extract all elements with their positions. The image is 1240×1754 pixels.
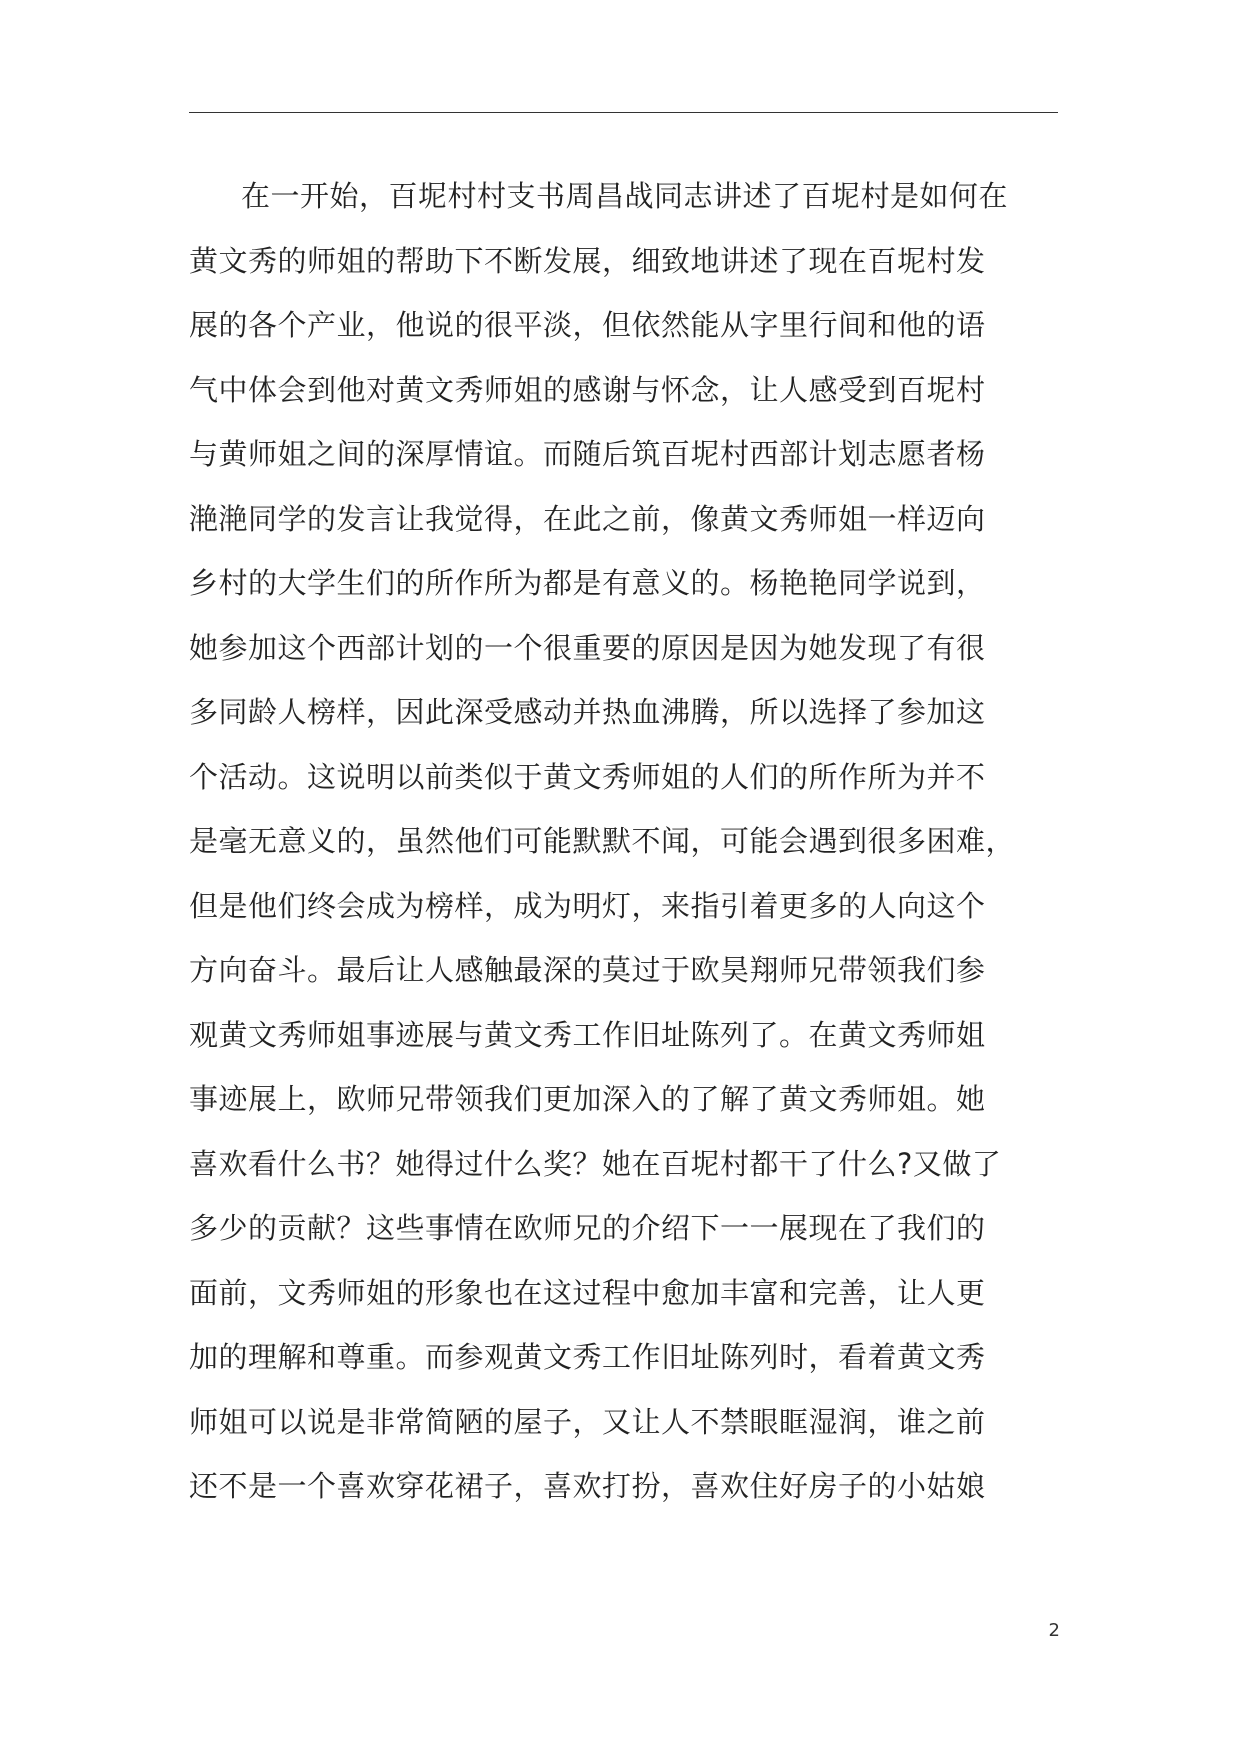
paragraph-line: 观黄文秀师姐事迹展与黄文秀工作旧址陈列了。在黄文秀师姐 (189, 1017, 986, 1052)
paragraph-line: 气中体会到他对黄文秀师姐的感谢与怀念，让人感受到百坭村 (189, 372, 986, 407)
paragraph-line: 面前，文秀师姐的形象也在这过程中愈加丰富和完善，让人更 (189, 1275, 986, 1310)
paragraph-line: 与黄师姐之间的深厚情谊。而随后筑百坭村西部计划志愿者杨 (189, 437, 986, 471)
paragraph-line: 个活动。这说明以前类似于黄文秀师姐的人们的所作所为并不 (189, 759, 986, 794)
paragraph-line: 但是他们终会成为榜样，成为明灯，来指引着更多的人向这个 (189, 888, 986, 923)
paragraph-line: 师姐可以说是非常简陋的屋子，又让人不禁眼眶湿润，谁之前 (189, 1404, 986, 1439)
paragraph-line: 方向奋斗。最后让人感触最深的莫过于欧昊翔师兄带领我们参 (189, 953, 986, 987)
paragraph-line: 黄文秀的师姐的帮助下不断发展，细致地讲述了现在百坭村发 (189, 243, 986, 278)
paragraph-line: 事迹展上，欧师兄带领我们更加深入的了解了黄文秀师姐。她 (189, 1082, 986, 1116)
body-paragraph (189, 164, 1061, 1519)
paragraph-line: 滟滟同学的发言让我觉得，在此之前，像黄文秀师姐一样迈向 (189, 501, 986, 536)
paragraph-line: 喜欢看什么书？她得过什么奖？她在百坭村都干了什么?又做了 (189, 1146, 1002, 1181)
paragraph-line: 展的各个产业，他说的很平淡，但依然能从字里行间和他的语 (189, 308, 986, 342)
paragraph-line: 她参加这个西部计划的一个很重要的原因是因为她发现了有很 (189, 630, 986, 665)
page-number: 2 (1048, 1620, 1060, 1641)
paragraph-line: 在一开始，百坭村村支书周昌战同志讲述了百坭村是如何在 (241, 179, 1009, 213)
header-rule (189, 112, 1058, 113)
paragraph-line: 乡村的大学生们的所作所为都是有意义的。杨艳艳同学说到， (189, 566, 986, 600)
paragraph-line: 还不是一个喜欢穿花裙子，喜欢打扮，喜欢住好房子的小姑娘 (189, 1469, 986, 1503)
paragraph-line: 多同龄人榜样，因此深受感动并热血沸腾，所以选择了参加这 (189, 695, 986, 729)
paragraph-line: 多少的贡献？这些事情在欧师兄的介绍下一一展现在了我们的 (189, 1211, 986, 1245)
paragraph-line: 是毫无意义的，虽然他们可能默默不闻，可能会遇到很多困难， (189, 824, 1016, 858)
paragraph-line: 加的理解和尊重。而参观黄文秀工作旧址陈列时，看着黄文秀 (189, 1340, 986, 1374)
